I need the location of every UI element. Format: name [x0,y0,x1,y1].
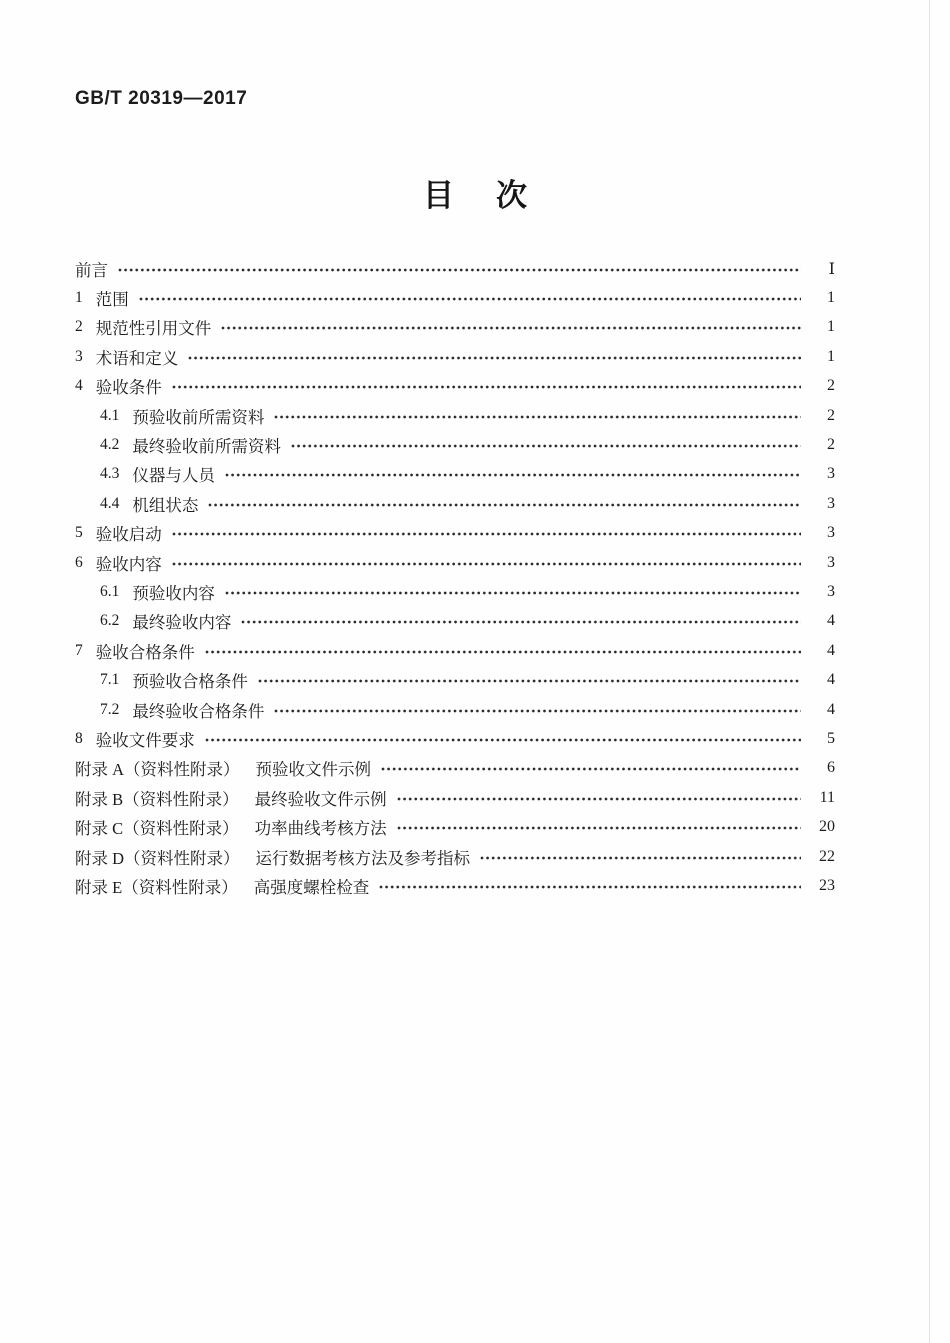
toc-entry [75,372,835,401]
toc-entry [100,695,835,724]
toc-entry-label: 附录 B（资料性附录） [75,789,239,809]
toc-entry [100,460,835,489]
toc-entry-number: 7.2 [100,700,120,718]
toc-entry-label: 附录 A（资料性附录） [75,760,240,780]
toc-entry-page: Ⅰ [828,260,835,278]
toc-entry-label: 仪器与人员 [132,466,215,486]
toc-entry [100,665,835,694]
toc-entry-label: 附录 E（资料性附录） [75,877,238,897]
toc-entry-label: 最终验收前所需资料 [132,437,281,457]
toc-entry-page: 2 [827,436,835,454]
dotted-leader [139,297,801,301]
toc-entry-page: 4 [827,612,835,630]
dotted-leader [172,385,801,389]
dotted-leader [397,797,801,801]
toc-entry-page: 20 [819,818,835,836]
toc-entry [75,254,835,283]
toc-entry-page: 3 [827,465,835,483]
dotted-leader [225,473,801,477]
toc-entry-page: 2 [827,406,835,424]
dotted-leader [258,679,801,683]
toc-entry [100,430,835,459]
toc-entry-number: 7.1 [100,671,120,689]
toc-entry [100,401,835,430]
dotted-leader [205,650,801,654]
dotted-leader [274,709,801,713]
dotted-leader [188,356,801,360]
dotted-leader [381,767,801,771]
toc-entry [75,313,835,342]
toc-entry [75,842,835,871]
toc-entry-page: 1 [827,347,835,365]
toc-entry-page: 4 [827,700,835,718]
toc-entry-number: 6.1 [100,582,120,600]
toc-entry-page: 4 [827,641,835,659]
toc-entry-number: 4.4 [100,494,120,512]
toc-entry-number: 5 [75,524,83,542]
dotted-leader [208,503,801,507]
toc-entry-number: 4.1 [100,406,120,424]
toc-entry-page: 3 [827,553,835,571]
toc-entry [75,754,835,783]
toc-entry [75,871,835,900]
toc-entry-sublabel: 运行数据考核方法及参考指标 [255,848,471,868]
toc-entry-page: 1 [827,289,835,307]
toc-entry-number: 3 [75,347,83,365]
toc-entry-number: 4.3 [100,465,120,483]
toc-entry-page: 6 [827,759,835,777]
dotted-leader [172,532,801,536]
toc-entry-label: 验收启动 [95,525,162,545]
toc-entry-label: 预验收内容 [132,583,215,603]
toc-entry-page: 5 [827,729,835,747]
toc-entry-number: 1 [75,289,83,307]
toc-entry-page: 1 [827,318,835,336]
dotted-leader [241,620,801,624]
toc-entry-number: 6 [75,553,83,571]
toc-entry [75,636,835,665]
toc-entry [75,812,835,841]
toc-entry-label: 最终验收合格条件 [132,701,265,721]
toc-entry-number: 6.2 [100,612,120,630]
toc-entry-label: 最终验收内容 [132,613,232,633]
dotted-leader [225,591,801,595]
toc-entry-label: 验收文件要求 [95,730,195,750]
toc-entry [100,489,835,518]
toc-entry-label: 范围 [95,290,129,310]
toc-entry-label: 附录 D（资料性附录） [75,848,240,868]
toc-list [75,254,835,901]
toc-entry-label: 术语和定义 [95,348,179,368]
toc-entry-label: 验收内容 [95,554,162,574]
toc-entry [75,783,835,812]
toc-entry [100,607,835,636]
toc-entry-sublabel: 最终验收文件示例 [254,789,387,809]
dotted-leader [379,885,801,889]
toc-entry-label: 验收合格条件 [95,642,195,662]
toc-entry-page: 11 [819,788,835,806]
dotted-leader [397,826,801,830]
title-char-1: 目 [423,178,454,213]
dotted-leader [291,444,801,448]
toc-entry [75,724,835,753]
toc-entry-page: 3 [827,524,835,542]
dotted-leader [480,856,801,860]
toc-entry [75,342,835,371]
toc-entry-label: 附录 C（资料性附录） [75,819,239,839]
toc-entry-page: 22 [819,847,835,865]
toc-entry-sublabel: 高强度螺栓检查 [253,877,370,897]
toc-entry [100,577,835,606]
toc-entry-page: 4 [827,671,835,689]
toc-entry-page: 2 [827,377,835,395]
toc-entry-number: 2 [75,318,83,336]
toc-entry-label: 预验收合格条件 [132,672,248,692]
title-char-2: 次 [496,178,527,213]
dotted-leader [172,562,801,566]
toc-entry-number: 7 [75,641,83,659]
dotted-leader [205,738,801,742]
toc-entry-page: 3 [827,582,835,600]
toc-entry-label: 前言 [75,260,108,280]
toc-entry-page: 3 [827,494,835,512]
toc-entry-sublabel: 预验收文件示例 [255,760,372,780]
toc-entry [75,283,835,312]
toc-entry-sublabel: 功率曲线考核方法 [254,819,387,839]
toc-entry-number: 8 [75,729,83,747]
page-title [0,170,950,215]
dotted-leader [221,326,801,330]
toc-entry-label: 预验收前所需资料 [132,407,265,427]
dotted-leader [118,268,801,272]
toc-entry-number: 4.2 [100,436,120,454]
toc-entry [75,548,835,577]
toc-entry-number: 4 [75,377,83,395]
toc-entry-label: 机组状态 [132,495,199,515]
toc-entry [75,519,835,548]
toc-entry-label: 规范性引用文件 [95,319,212,339]
dotted-leader [274,415,801,419]
standard-number: GB/T 20319—2017 [75,88,248,109]
toc-entry-label: 验收条件 [95,378,162,398]
toc-entry-page: 23 [819,876,835,894]
